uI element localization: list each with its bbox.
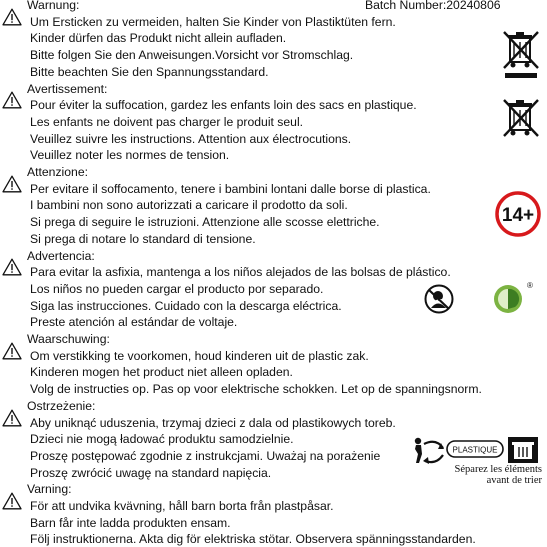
warning-triangle-icon (2, 342, 22, 360)
warning-line: Um Ersticken zu vermeiden, halten Sie Kinder von Plastiktüten fern. (30, 14, 396, 29)
warning-line: Dzieci nie mogą ładować produktu samodzielnie. (30, 432, 294, 447)
age-14-plus-icon (494, 190, 542, 238)
batch-number: Batch Number:20240806 (365, 0, 501, 12)
warning-line: Volg de instructies op. Pas op voor elektrische schokken. Let op de spanningsnorm. (30, 382, 482, 397)
language-heading: Avertissement: (27, 81, 108, 96)
warning-line: Les enfants ne doivent pas charger le produit seul. (30, 114, 304, 129)
age-badge-text: 14+ (501, 205, 535, 226)
warning-line: Kinderen mogen het product niet alleen opladen. (30, 365, 293, 380)
warning-line: Los niños no pueden cargar el producto por separado. (30, 281, 324, 296)
plastique-bin-icon (446, 436, 542, 464)
warning-line: Proszę postępować zgodnie z instrukcjami. Uważaj na porażenie (30, 448, 381, 463)
warning-line: Proszę zwrócić uwagę na standard napięcia. (30, 465, 272, 480)
warning-triangle-icon (2, 409, 22, 427)
warning-line: Följ instruktionerna. Akta dig för elektriska stötar. Observera spänningsstandarden. (30, 532, 476, 547)
registered-mark: ® (527, 281, 533, 290)
warning-line: Om verstikking te voorkomen, houd kinderen uit de plastic zak. (30, 348, 369, 363)
language-heading: Waarschuwing: (27, 332, 110, 346)
warning-triangle-icon (2, 492, 22, 510)
warning-line: Si prega di notare lo standard di tensione. (30, 231, 256, 246)
triman-caption (425, 464, 542, 486)
warning-line: Siga las instrucciones. Cuidado con la descarga eléctrica. (30, 298, 342, 313)
warning-triangle-icon (2, 175, 22, 193)
language-heading: Advertencia: (27, 248, 95, 263)
warning-line: Preste atención al estándar de voltaje. (30, 315, 238, 330)
warning-line: Aby uniknąć uduszenia, trzymaj dzieci z dala od plastikowych toreb. (30, 415, 396, 430)
warning-triangle-icon (2, 8, 22, 26)
language-heading: Attenzione: (27, 165, 88, 179)
warning-line: Veuillez noter les normes de tension. (30, 148, 230, 163)
warning-line: Barn får inte ladda produkten ensam. (30, 515, 231, 530)
warning-line: Pour éviter la suffocation, gardez les enfants loin des sacs en plastique. (30, 98, 417, 113)
language-heading: Ostrzeżenie: (27, 398, 96, 413)
crossed-bin-icon (500, 30, 542, 80)
warning-line: Si prega di seguire le istruzioni. Attenzione alle scosse elettriche. (30, 215, 380, 230)
no-choke-icon (424, 284, 454, 314)
warning-line: I bambini non sono autorizzati a caricare il prodotto da soli. (30, 198, 348, 213)
language-heading: Warnung: (27, 0, 80, 12)
warning-line: Bitte beachten Sie den Spannungsstandard. (30, 64, 269, 79)
warning-triangle-icon (2, 91, 22, 109)
language-heading: Varning: (27, 482, 72, 497)
triman-icon (410, 436, 446, 466)
warning-line: Kinder dürfen das Produkt nicht allein aufladen. (30, 31, 287, 46)
warning-line: Bitte folgen Sie den Anweisungen.Vorsicht vor Stromschlag. (30, 48, 354, 63)
plastique-label: PLASTIQUE (452, 445, 498, 455)
warning-line: Veuillez suivre les instructions. Attention aux électrocutions. (30, 131, 352, 146)
green-dot-icon (493, 283, 525, 315)
warning-line: För att undvika kvävning, håll barn borta från plastpåsar. (30, 499, 334, 513)
warning-line: Per evitare il soffocamento, tenere i bambini lontani dalle borse di plastica. (30, 181, 431, 196)
crossed-bin-icon (500, 98, 542, 148)
triman-caption-line-2: avant de trier (486, 475, 542, 486)
warning-line: Para evitar la asfixia, mantenga a los niños alejados de las bolsas de plástico. (30, 265, 451, 280)
warning-triangle-icon (2, 258, 22, 276)
triman-caption-line-1: Séparez les éléments (454, 464, 542, 475)
